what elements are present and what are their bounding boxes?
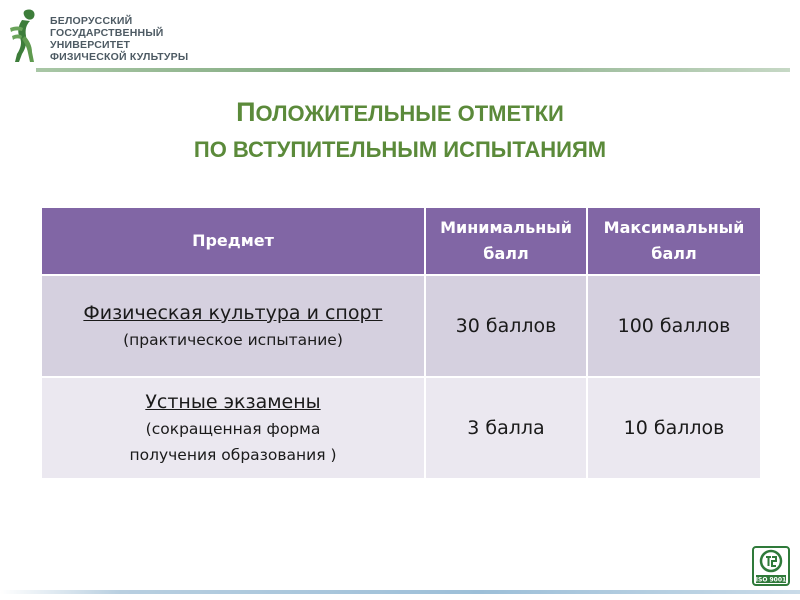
subject-cell (41, 275, 425, 377)
min-score-cell: 30 баллов (425, 275, 587, 377)
title-initial: П (236, 97, 256, 127)
title-line-2: ПО ВСТУПИТЕЛЬНЫМ ИСПЫТАНИЯМ (193, 137, 607, 162)
table-row (41, 275, 761, 377)
table-header-row (41, 207, 761, 275)
column-header-min: Минимальный балл (425, 207, 587, 275)
athlete-figure-icon (8, 6, 40, 64)
min-score-cell: 3 балла (425, 377, 587, 479)
university-logo (8, 6, 208, 64)
title-line-1-rest: ОЛОЖИТЕЛЬНЫЕ ОТМЕТКИ (255, 101, 564, 126)
header-divider (36, 68, 790, 72)
quality-certification-icon (752, 546, 790, 586)
cert-label: ISO 9001 (755, 576, 787, 584)
max-score-cell: 100 баллов (587, 275, 761, 377)
table-row (41, 377, 761, 479)
column-header-subject: Предмет (41, 207, 425, 275)
logo-line: ГОСУДАРСТВЕННЫЙ (50, 27, 164, 39)
subject-note: (практическое испытание) (123, 331, 343, 349)
logo-wordmark (50, 15, 188, 63)
logo-line: УНИВЕРСИТЕТ (50, 39, 131, 51)
max-score-cell: 10 баллов (587, 377, 761, 479)
subject-name: Устные экзамены (145, 391, 321, 413)
grades-table (40, 206, 762, 480)
subject-name: Физическая культура и спорт (83, 302, 383, 324)
logo-line: ФИЗИЧЕСКОЙ КУЛЬТУРЫ (50, 51, 189, 63)
subject-note: получения образования ) (129, 446, 337, 464)
title-line-1 (0, 94, 800, 132)
subject-note: (сокращенная форма (145, 420, 321, 438)
column-header-max: Максимальный балл (587, 207, 761, 275)
logo-line: БЕЛОРУССКИЙ (50, 15, 133, 27)
footer-divider (0, 590, 800, 594)
page-title (0, 94, 800, 168)
subject-cell (41, 377, 425, 479)
